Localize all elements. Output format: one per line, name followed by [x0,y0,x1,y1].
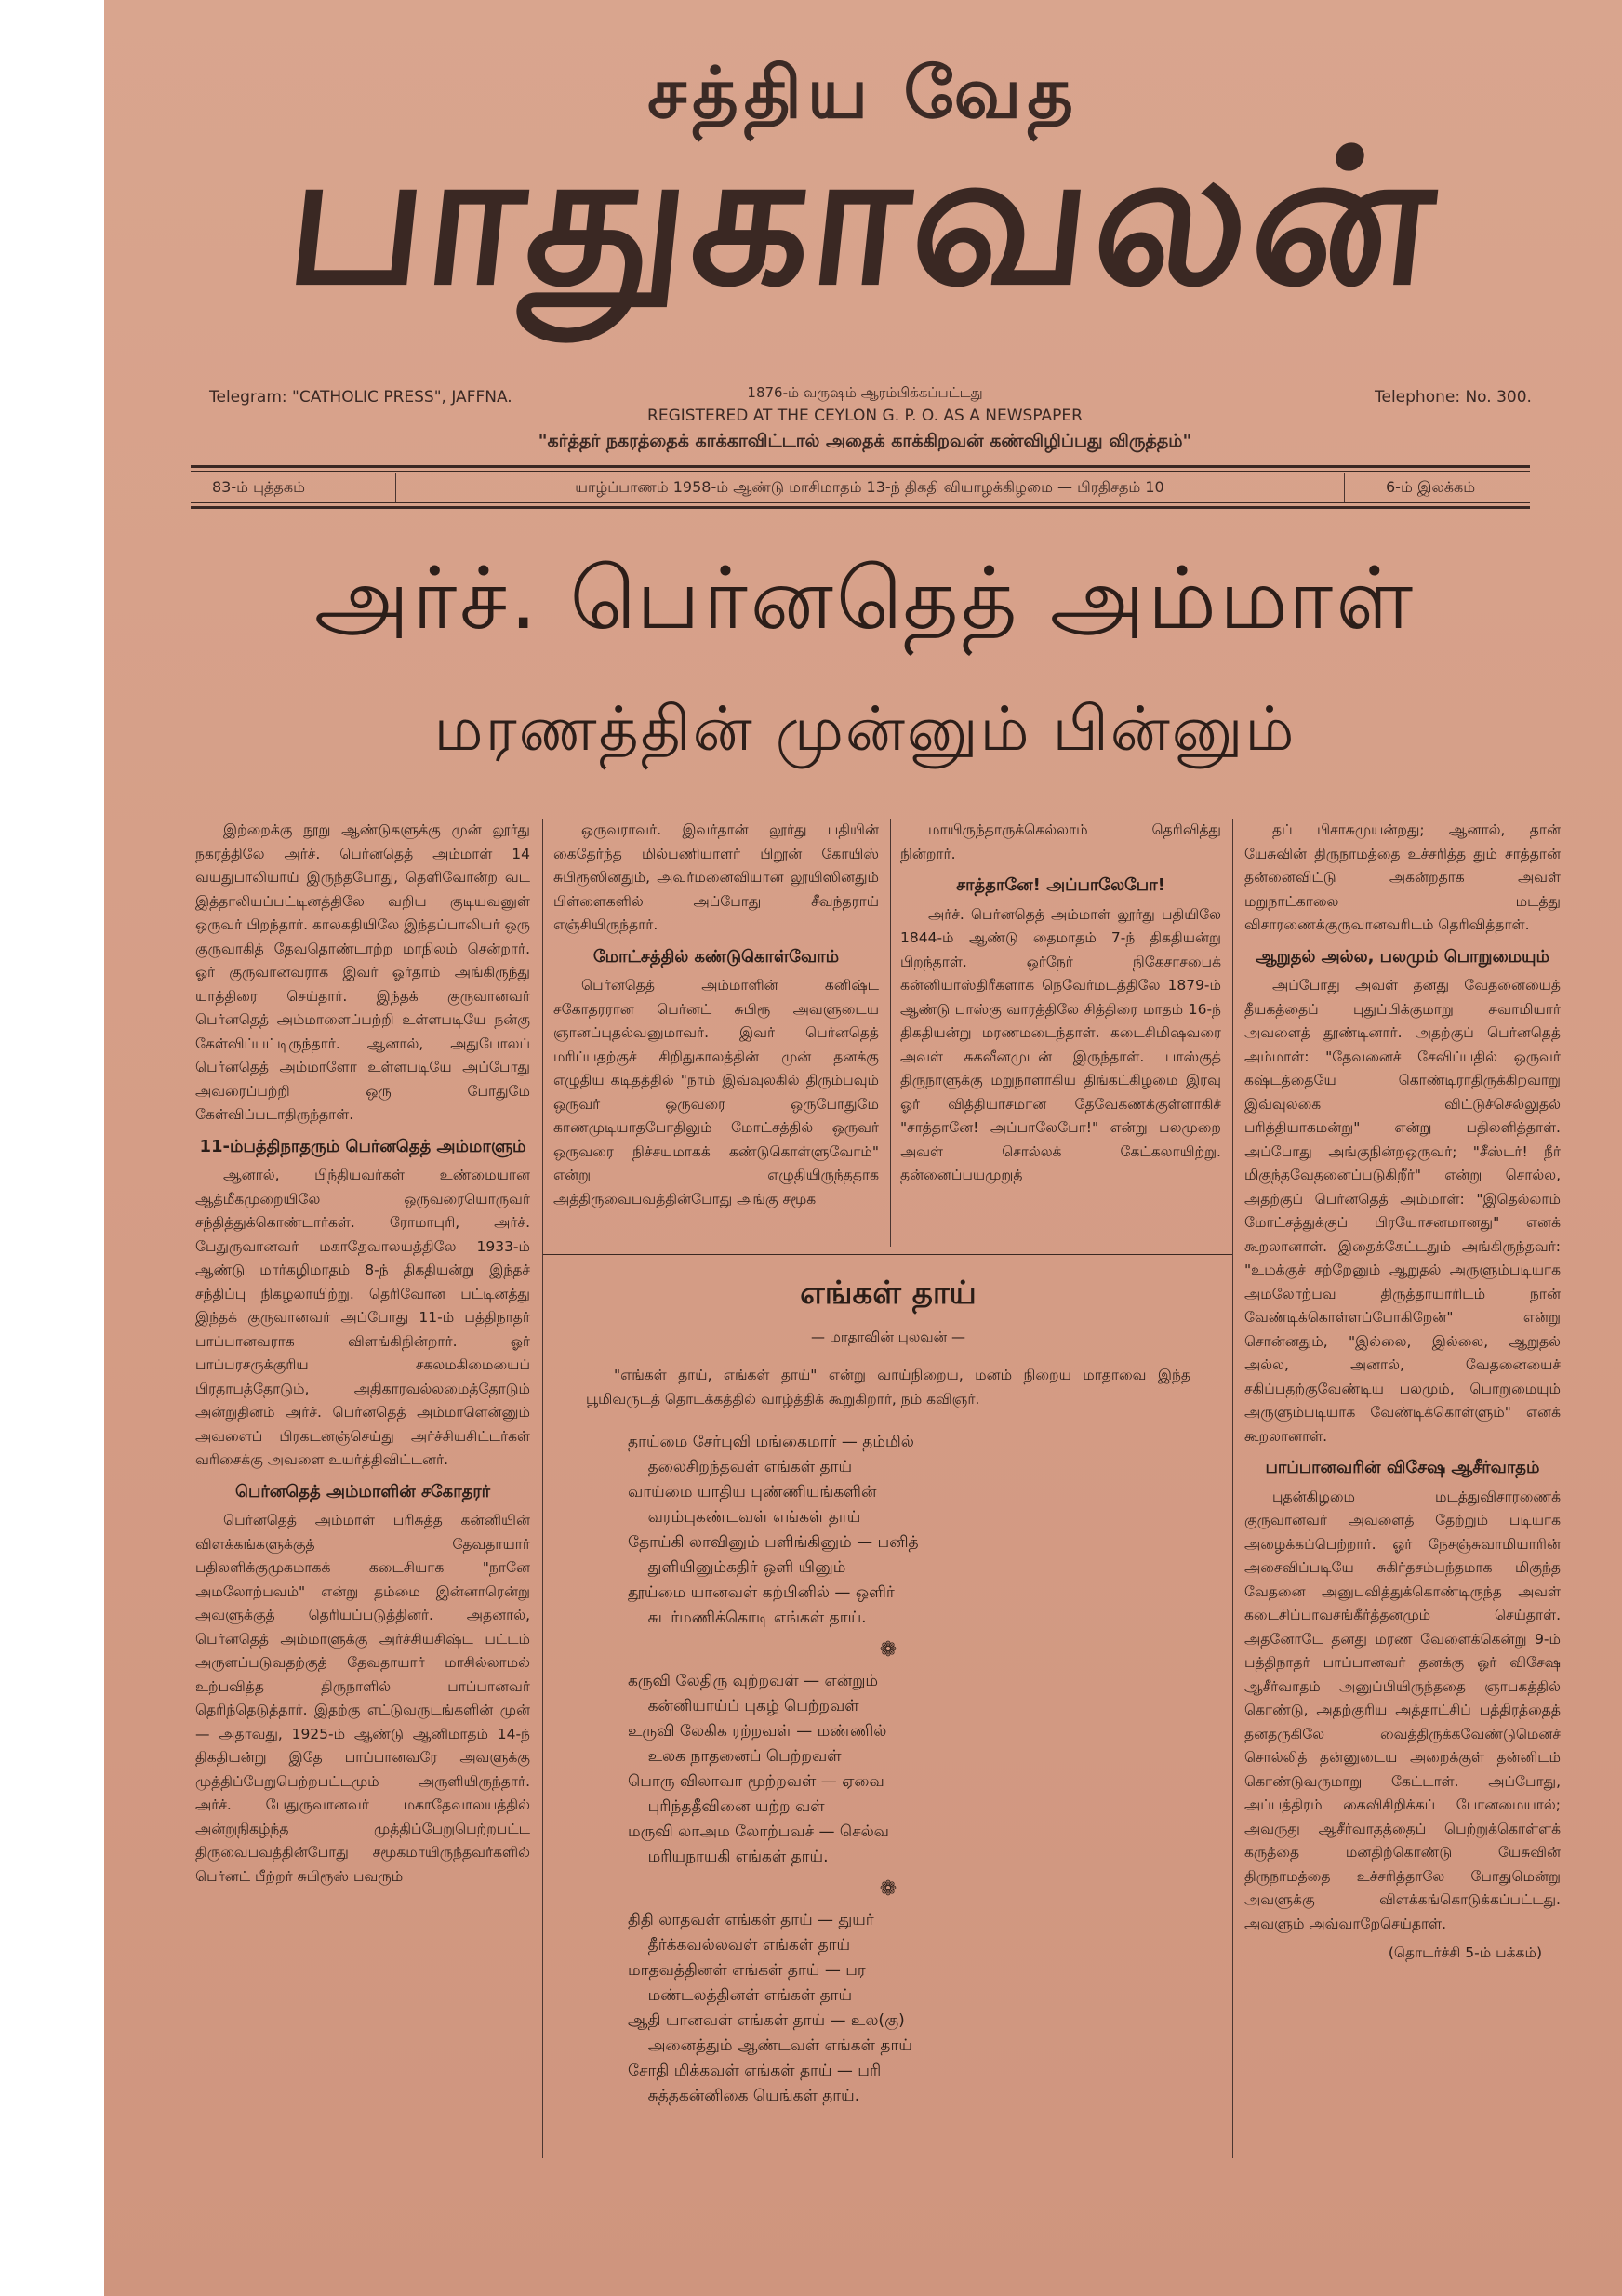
article-paragraph: அர்ச். பெர்னதெத் அம்மாள் லூர்து பதியிலே 1844-ம் ஆண்டு தைமாதம் 7-ந் திகதியன்று பிறந்தாள். ஒர்நேர் நிகேசாசபைக் கன்னியாஸ்திரீகளாக நெவேர்மடத்திலே 1879-ம் ஆண்டு பாஸ்கு வாரத்திலே சித்திரை மாதம் 16-ந் திகதியன்று மரணமடைந்தாள். கடைசிமிஷவரை அவள் சுகவீனமுடன் இருந்தாள். பாஸ்குத் திருநாளுக்கு மறுநாளாகிய திங்கட்கிழமை இரவு ஓர் வித்தியாசமான தேவேகணக்குள்ளாகிச் "சாத்தானே! அப்பாலேபோ!" என்று பலமுறை அவள் சொல்லக் கேட்கலாயிற்று. தன்னைப்பயமுறுத் [900,905,1221,1183]
article-paragraph: தப் பிசாசுமுயன்றது; ஆனால், தான் யேசுவின் திருநாமத்தை உச்சரித்த தும் சாத்தான் தன்னைவிட்டு அகன்றதாக அவள் மறுநாட்காலை மடத்து விசாரணைக்குருவானவரிடம் தெரிவித்தாள். [1244,821,1561,933]
article-paragraph: புதன்கிழமை மடத்துவிசாரணைக் குருவானவர் அவளைத் தேற்றும் படியாக அழைக்கப்பெற்றார். ஓர் நேசஞ்சுவாமியாரின் அசைவிப்படியே சுகிர்தசம்பந்தமாக மிகுந்த வேதனை அனுபவித்துக்கொண்டிருந்த அவள் கடைசிப்பாவசங்கீர்த்தனமும் செய்தாள். அதனோடே தனது மரண வேளைக்கென்று 9-ம் பத்திநாதர் பாப்பானவர் தனக்கு ஓர் விசேஷ ஆசீர்வாதம் அனுப்பியிருந்ததை ஞாபகத்தில் கொண்டு, அதற்குரிய அத்தாட்சிப் பத்திரத்தைத் தனதருகிலே வைத்திருக்கவேண்டுமெனச் சொல்லித் தன்னுடைய அறைக்குள் தன்னிடம் கொண்டுவருமாறு கேட்டாள். அப்போது, அப்பத்திரம் கைவிசிறிக்கப் போனமையால்; அவருது ஆசீர்வாதத்தைப் பெற்றுக்கொள்ளக் கருத்தை மனதிற்கொண்டு யேசுவின் திருநாமத்தை உச்சரித்தாலே போதுமென்று அவளுக்கு விளக்கங்கொடுக்கப்பட்டது. அவளும் அவ்வாறேசெய்தாள். [1244,1488,1561,1932]
poem-line: அனைத்தும் ஆண்டவள் எங்கள் தாய் [628,2036,912,2055]
poem-line: சுத்தகன்னிகை யெங்கள் தாய். [628,2087,860,2105]
section-heading: ஆறுதல் அல்ல, பலமும் பொறுமையும் [1255,946,1550,967]
poem-line: மாதவத்தினள் எங்கள் தாய் — பர [628,1961,866,1980]
headline: அர்ச். பெர்னதெத் அம்மாள் [313,549,1416,648]
article-column-4 [1244,819,1561,2158]
issue-date: யாழ்ப்பாணம் 1958-ம் ஆண்டு மாசிமாதம் 13-ந் திகதி வியாழக்கிழமை — பிரதிசதம் 10 [575,478,1164,496]
poem-line: தலைசிறந்தவள் எங்கள் தாய் [628,1458,853,1476]
section-heading: பாப்பானவரின் விசேஷ ஆசீர்வாதம் [1265,1458,1540,1477]
poem-box-top-rule [543,1254,1232,1255]
article-paragraph: பெர்னதெத் அம்மாள் பரிசுத்த கன்னியின் விளக்கங்களுக்குத் தேவதாயார் பதிலளிக்குமுகமாகக் கடைசியாக "நானே அமலோற்பவம்" என்று தம்மை இன்னாரென்று அவளுக்குத் தெரியப்படுத்தினர். அதனால், பெர்னதெத் அம்மாளுக்கு அர்ச்சியசிஷ்ட பட்டம் அருளப்படுவதற்குத் தேவதாயார் மாசில்லாமல் உற்பவித்த திருநாளில் பாப்பானவர் தெரிந்தெடுத்தார். இதற்கு எட்டுவருடங்களின் முன் — அதாவது, 1925-ம் ஆண்டு ஆனிமாதம் 14-ந் திகதியன்று இதே பாப்பானவரே அவளுக்கு முத்திப்பேறுபெற்றபட்டமும் அருளியிருந்தார். அர்ச். பேதுருவானவர் மகாதேவாலயத்தில் அன்றுநிகழ்ந்த முத்திப்பேறுபெற்றபட்ட திருவைபவத்தின்போது சமூகமாயிருந்தவர்களில் பெர்னட் பீற்றர் சுபிரூஸ் பவரும் [195,1512,530,1885]
section-heading: சாத்தானே! அப்பாலேபோ! [956,875,1165,895]
flower-ornament-icon: ❁ [879,1877,897,1901]
article-paragraph: மாயிருந்தாருக்கெல்லாம் தெரிவித்து நின்றார். [900,821,1221,862]
article-paragraph: அப்போது அவள் தனது வேதனையைத் தீயகத்தைப் புதுப்பிக்குமாறு சுவாமியார் அவளைத் தூண்டினார். அதற்குப் பெர்னதெத் அம்மாள்: "தேவனைச் சேவிப்பதில் ஒருவர் கஷ்டத்தையே கொண்டிராதிருக்கிறவாறு இவ்வுலகை விட்டுச்செல்லுதல் பரித்தியாகமன்று" என்று பதிலளித்தாள். அப்போது அங்குநின்றஒருவர்; "சீஸ்டர்! நீர் மிகுந்தவேதனைப்படுகிறீர்" என்று சொல்ல, அதற்குப் பெர்னதெத் அம்மாள்: "இதெல்லாம் மோட்சத்துக்குப் பிரயோசனமானது" எனக் கூறலானாள். இதைக்கேட்டதும் அங்கிருந்தவர்: "உமக்குச் சற்றேனும் ஆறுதல் அருளும்படியாக அமலோற்பவ திருத்தாயாரிடம் நான் வேண்டிக்கொள்ளப்போகிறேன்" என்று சொன்னதும், "இல்லை, இல்லை, ஆறுதல் அல்ல, அனால், வேதனையைச் சகிப்பதற்குவேண்டிய பலமும், பொறுமையும் அருளும்படியாக வேண்டிக்கொள்ளும்" எனக் கூறலானாள். [1244,977,1561,1445]
article-column-1 [195,819,530,2158]
telegram-info: Telegram: "CATHOLIC PRESS", JAFFNA. [209,388,512,407]
poem-stanza-1 [558,1430,1218,1631]
poem-line: பொரு விலாவா மூற்றவள் — ஏவை [628,1772,884,1791]
tagline: "கர்த்தர் நகரத்தைக் காக்காவிட்டால் அதைக் காக்கிறவன் கண்விழிப்பது விருத்தம்" [538,431,1192,451]
poem-line: புரிந்ததீவினை யற்ற வள் [628,1797,825,1816]
section-heading: 11-ம்பத்திநாதரும் பெர்னதெத் அம்மாளும் [199,1136,526,1156]
article-column-3 [900,819,1221,1247]
article-paragraph: பெர்னதெத் அம்மாளின் கனிஷ்ட சகோதரரான பெர்னட் சுபிரூ அவளுடைய ஞானப்புதல்வனுமாவர். இவர் பெர்னதெத் மரிப்பதற்குச் சிறிதுகாலத்தின் முன் தனக்கு எழுதிய கடிதத்தில் "நாம் இவ்வுலகில் திரும்பவும் ஒருவர் ஒருவரை ஒருபோதுமே காணமுடியாதபோதிலும் மோட்சத்தில் ஒருவர் ஒருவரை நிச்சயமாகக் கண்டுகொள்ளுவோம்" என்று எழுதியிருந்ததாக அத்திருவைபவத்தின்போது அங்கு சமூக [553,977,879,1208]
poem-line: உலக நாதனைப் பெற்றவள் [628,1747,842,1766]
issue-divider [395,473,396,502]
issue-number: 6-ம் இலக்கம் [1386,478,1476,496]
poem-line: திதி லாதவள் எங்கள் தாய் — துயர் [628,1911,874,1929]
poem-intro-text: "எங்கள் தாய், எங்கள் தாய்" என்று வாய்நிறைய, மனம் நிறைய மாதாவை இந்த பூமிவருடத் தொடக்கத்தில் வாழ்த்திக் கூறுகிறார், நம் கவிஞர். [586,1367,1190,1408]
subheadline: மரணத்தின் முன்னும் பின்னும் [433,693,1296,765]
article-paragraph: ஆனால், பிந்தியவர்கள் உண்மையான ஆத்மீகமுறையிலே ஒருவரையொருவர் சந்தித்துக்கொண்டார்கள். ரோமாபுரி, அர்ச். பேதுருவானவர் மகாதேவாலயத்திலே 1933-ம் ஆண்டு மார்கழிமாதம் 8-ந் திகதியன்று இந்தச் சந்திப்பு நிகழலாயிற்று. தெரிவோன பட்டினத்து இந்தக் குருவானவர் அப்போது 11-ம் பத்திநாதர் பாப்பானவராக விளங்கிநின்றார். ஓர் பாப்பரசருக்குரிய சகலமகிமையைப் பிரதாபத்தோடும், அதிகாரவல்லமைத்தோடும் அன்றுதினம் அர்ச். பெர்னதெத் அம்மாளென்னும் அவளைப் பிரகடனஞ்செய்து அர்ச்சியசிட்டர்கள் வரிசைக்கு அவளை உயர்த்திவிட்டனர். [195,1167,530,1468]
column-divider [890,819,891,1247]
poem-line: கன்னியாய்ப் புகழ் பெற்றவள் [628,1697,859,1715]
poem-line: மரியநாயகி எங்கள் தாய். [628,1848,829,1866]
poem-line: தீர்க்கவல்லவள் எங்கள் தாய் [628,1936,851,1955]
masthead-subtitle: சத்திய வேத [647,51,1079,134]
issue-bar-bottom-rule [191,506,1530,509]
poem-line: தோய்கி லாவினும் பளிங்கினும் — பனித் [628,1533,919,1552]
masthead-title: பாதுகாவலன் [277,110,1449,327]
poem-stanza-2 [558,1669,1218,1870]
issue-bar-top-rule [191,465,1530,468]
poem-line: சுடர்மணிக்கொடி எங்கள் தாய். [628,1609,867,1627]
poem-intro [558,1364,1218,1413]
volume-number: 83-ம் புத்தகம் [212,478,305,496]
poem-line: துளியினும்கதிர் ஒளி யினும் [628,1558,846,1577]
article-column-2 [553,819,879,1247]
poem-line: வாய்மை யாதிய புண்ணியங்களின் [628,1483,877,1502]
poem-line: தாய்மை சேர்புவி மங்கைமார் — தம்மில் [628,1433,914,1451]
poem-section [558,1275,1218,2186]
poem-author: — மாதாவின் புலவன் — [811,1328,965,1345]
issue-bar-top-rule-thin [191,471,1530,472]
poem-line: மண்டலத்தினள் எங்கள் தாய் [628,1986,853,2005]
issue-bar-bottom-rule-thin [191,502,1530,503]
flower-ornament-icon: ❁ [879,1638,897,1662]
section-heading: பெர்னதெத் அம்மாளின் சகோதரர் [234,1481,491,1502]
poem-title: எங்கள் தாய் [800,1275,977,1312]
article-paragraph: ஒருவராவர். இவர்தான் லூர்து பதியின் கைதேர்ந்த மில்பணியாளர் பிறூன் கோயிஸ் சுபிரூஸினதும், அவர்மனைவியான லூயிஸினதும் பிள்ளைகளில் அப்போது சீவந்தராய் எஞ்சியிருந்தார். [553,821,879,933]
poem-line: கருவி லேதிரு வுற்றவள் — என்றும் [628,1672,879,1690]
issue-divider [1344,473,1345,502]
telephone-info: Telephone: No. 300. [1375,388,1532,407]
poem-line: ஆதி யானவள் எங்கள் தாய் — உல(கு) [628,2011,905,2030]
poem-line: சோதி மிக்கவள் எங்கள் தாய் — பரி [628,2062,882,2080]
column-divider [542,819,543,2158]
column-divider [1232,819,1233,2158]
poem-stanza-3 [558,1908,1218,2109]
poem-line: தூய்மை யானவள் கற்பினில் — ஒளிர் [628,1583,895,1602]
article-paragraph: இற்றைக்கு நூறு ஆண்டுகளுக்கு முன் லூர்து நகரத்திலே அர்ச். பெர்னதெத் அம்மாள் 14 வயதுபாலியாய் இருந்தபோது, தெளிவோன்ற வட இத்தாலியப்பட்டினத்திலே வறிய குடியவனுள் ஒருவர் பிறந்தார். காலகதியிலே இந்தப்பாலியர் ஒரு குருவாகித் தேவதொண்டாற்ற மாநிலம் சென்றார். ஓர் குருவானவராக இவர் ஓர்தாம் அங்கிருந்து யாத்திரை செய்தார். இந்தக் குருவானவர் பெர்னதெத் அம்மாளைப்பற்றி உள்ளபடியே நன்கு கேள்விப்பட்டிருந்தார். ஆனால், அதுபோலப் பெர்னதெத் அம்மாளோ உள்ளபடியே அப்போது அவரைப்பற்றி ஒரு போதுமே கேள்விப்படாதிருந்தாள். [195,821,530,1123]
continued-note: (தொடர்ச்சி 5-ம் பக்கம்) [1388,1944,1542,1961]
poem-line: உருவி லேகிக ரற்றவள் — மண்ணில் [628,1722,887,1741]
registration-note: REGISTERED AT THE CEYLON G. P. O. AS A NEWSPAPER [647,407,1083,425]
poem-line: மருவி லாஅம லோற்பவச் — செல்வ [628,1822,889,1841]
poem-line: வரம்புகண்டவள் எங்கள் தாய் [628,1508,861,1527]
founded-note: 1876-ம் வருஷம் ஆரம்பிக்கப்பட்டது [747,384,983,401]
section-heading: மோட்சத்தில் கண்டுகொள்வோம் [592,946,840,967]
